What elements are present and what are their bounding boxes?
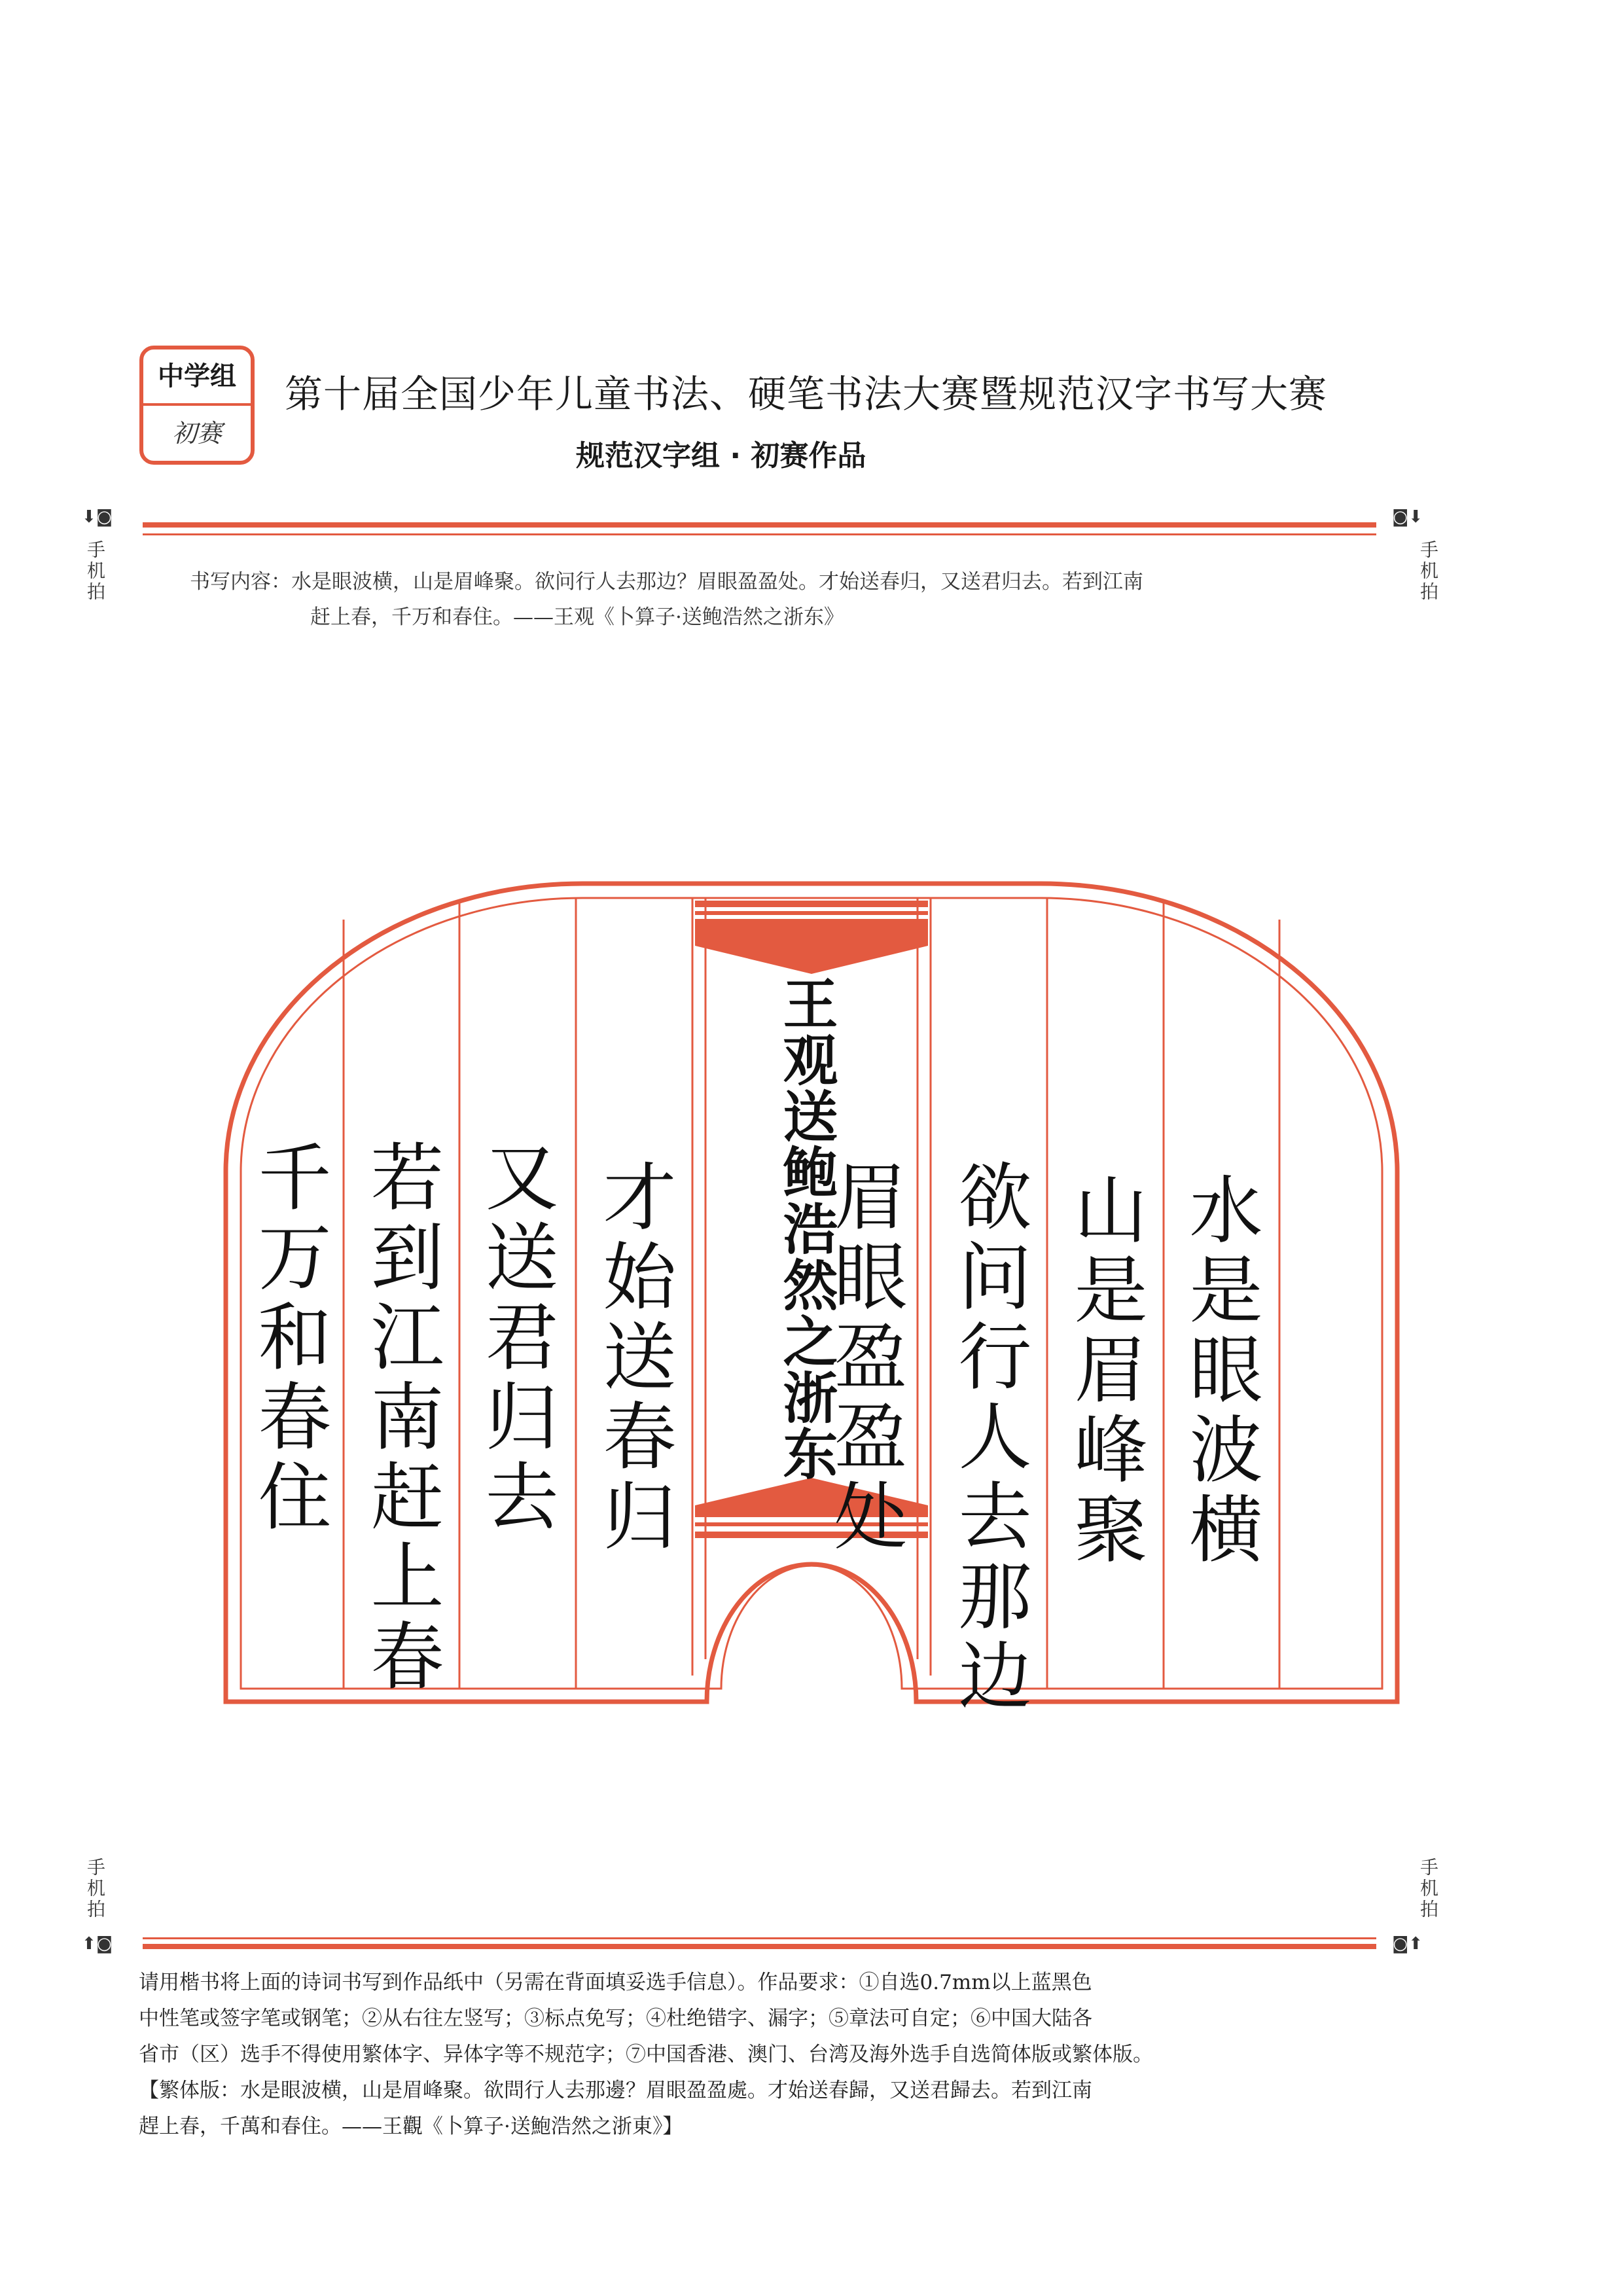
requirements [139, 1965, 1395, 2145]
badge-round: 初赛 [171, 419, 222, 448]
artwork-column-8: 千万和春住 [246, 1139, 331, 1538]
requirements-line-3: 省市（区）选手不得使用繁体字、异体字等不规范字；⑦中国香港、澳门、台湾及海外选手自选简体版或繁体版。 [139, 2043, 1153, 2066]
bottom-rule [143, 1944, 1376, 1949]
requirements-line-2: 中性笔或签字笔或钢笔；②从右往左竖写；③标点免写；④杜绝错字、漏字；⑤章法可自定；⑥中国大陆各 [139, 2007, 1092, 2030]
bottom-rule-thin [143, 1937, 1376, 1939]
requirements-line-5: 趕上春，千萬和春住。——王觀《卜算子·送鮑浩然之浙東》】 [139, 2115, 683, 2138]
artwork-column-4: 眉眼盈盈处 [822, 1158, 907, 1558]
artwork-column-3: 欲问行人去那边 [946, 1158, 1031, 1717]
side-label-bottom-right: 手机拍 [1418, 1857, 1439, 1920]
badge-group: 中学组 [143, 350, 251, 406]
content-label: 书写内容： [190, 570, 291, 594]
requirements-lead: 请用楷书将上面的诗词书写到作品纸中（另需在背面填妥选手信息）。 [139, 1971, 758, 1994]
artwork-column-1: 水是眼波横 [1177, 1172, 1262, 1571]
content-text-1: 水是眼波横，山是眉峰聚。欲问行人去那边？眉眼盈盈处。才始送春归，又送君归去。若到江南 [291, 570, 1143, 594]
camera-icon-bottom-left: ⬆◙ [82, 1934, 113, 1954]
artwork-column-5: 才始送春归 [591, 1158, 676, 1558]
page-title: 第十届全国少年儿童书法、硬笔书法大赛暨规范汉字书写大赛 [285, 372, 1328, 416]
camera-icon-top-left: ⬇◙ [82, 507, 113, 527]
camera-icon-bottom-right: ◙⬆ [1392, 1934, 1423, 1954]
camera-icon-top-right: ◙⬇ [1392, 507, 1423, 527]
requirements-line-1 [139, 1965, 1395, 2001]
page-subtitle: 规范汉字组 · 初赛作品 [576, 439, 866, 473]
content-line-2: 赶上春，千万和春住。——王观《卜算子·送鲍浩然之浙东》 [310, 605, 844, 629]
side-label-bottom-left: 手机拍 [84, 1857, 106, 1920]
requirements-line-1-rest: 作品要求：①自选0.7mm以上蓝黑色 [757, 1971, 1092, 1994]
artwork-signature: 王观送鲍浩然之浙东 [774, 975, 839, 1482]
requirements-line-4: 【繁体版：水是眼波横，山是眉峰聚。欲問行人去那邊？眉眼盈盈處。才始送春歸，又送君歸去。若到江南 [139, 2079, 1092, 2102]
side-label-top-right: 手机拍 [1418, 540, 1439, 603]
side-label-top-left: 手机拍 [84, 540, 106, 603]
artwork-column-7: 若到江南赶上春 [359, 1139, 444, 1698]
artwork-column-2: 山是眉峰聚 [1062, 1172, 1147, 1571]
artwork-column-6: 又送君归去 [473, 1139, 558, 1538]
